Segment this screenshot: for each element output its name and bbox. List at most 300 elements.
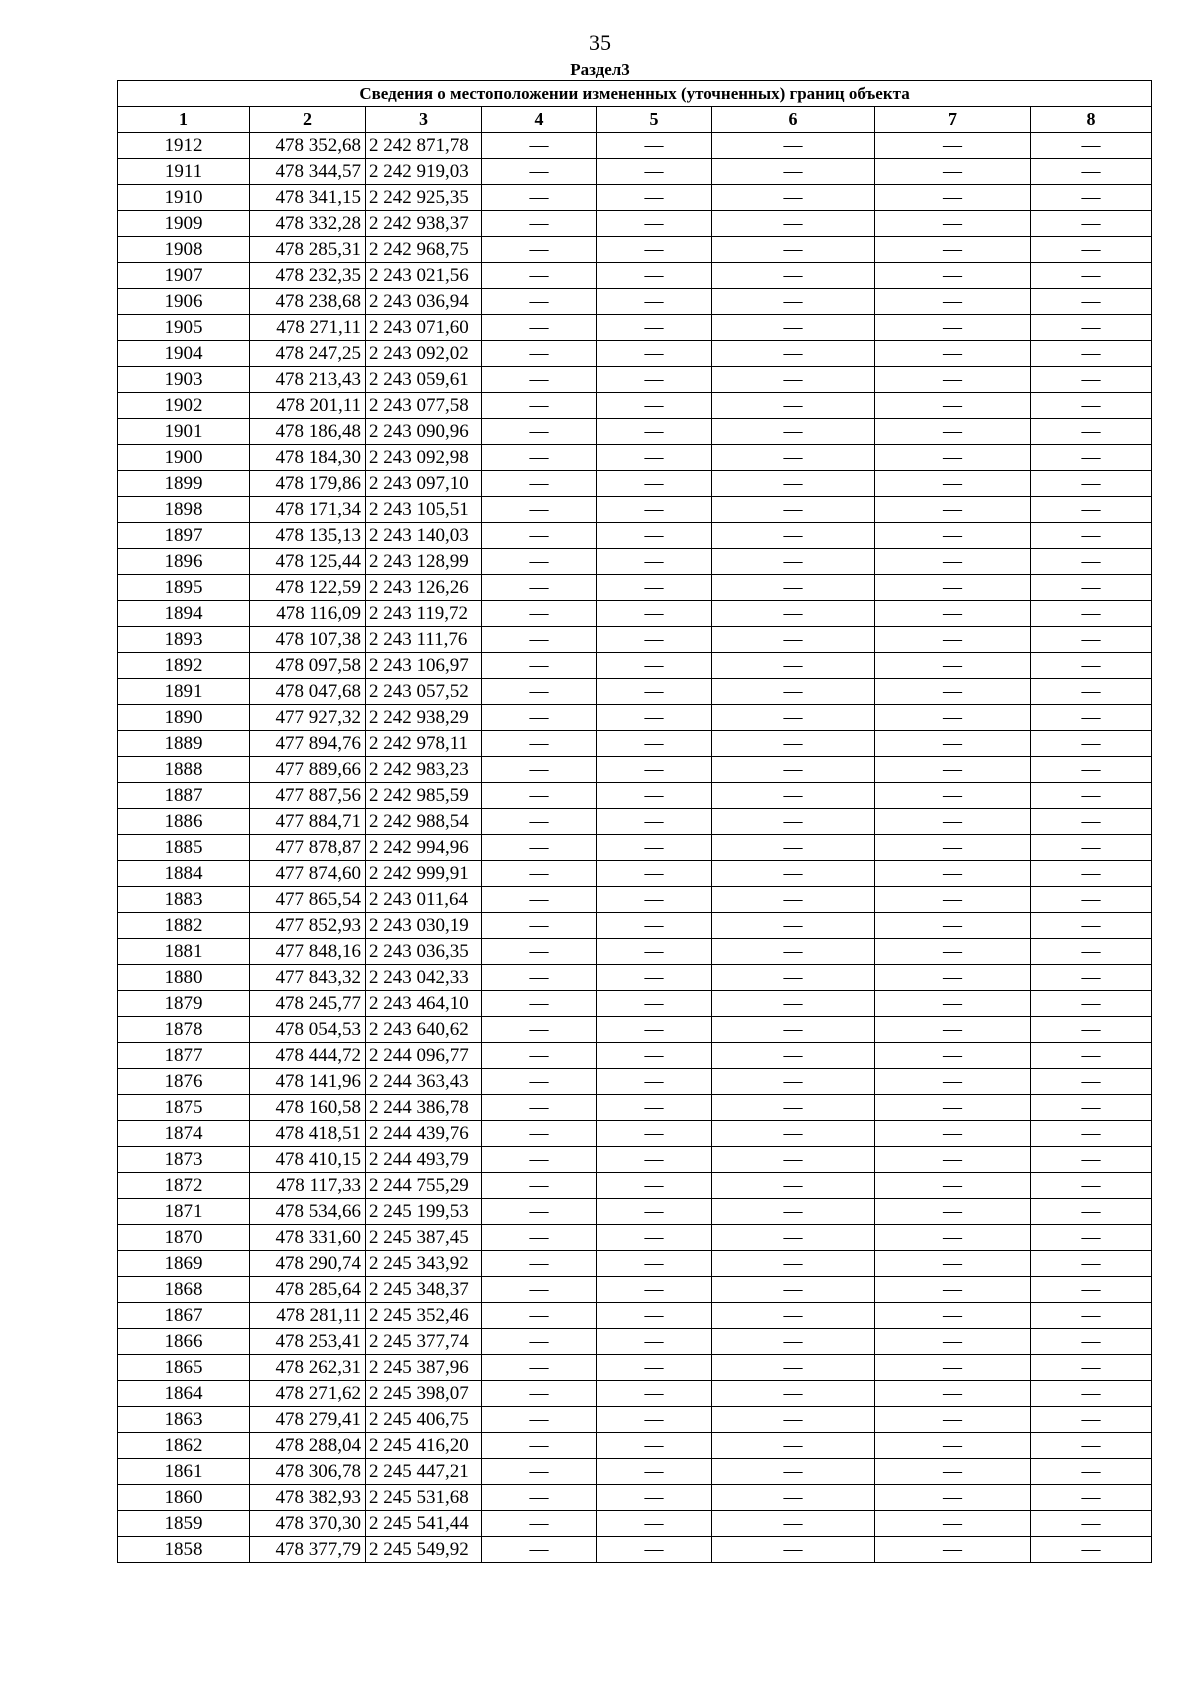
column-5-cell: — — [597, 1251, 712, 1277]
column-4-cell: — — [482, 809, 597, 835]
column-8-cell: — — [1031, 1251, 1152, 1277]
table-row — [118, 679, 1152, 705]
column-4-cell: — — [482, 159, 597, 185]
x-coordinate-cell: 478 245,77 — [250, 991, 366, 1017]
point-number-cell: 1867 — [118, 1303, 250, 1329]
table-row — [118, 1355, 1152, 1381]
x-coordinate-cell: 478 332,28 — [250, 211, 366, 237]
column-5-cell: — — [597, 887, 712, 913]
point-number-cell: 1891 — [118, 679, 250, 705]
column-header: 1 — [118, 107, 250, 133]
x-coordinate-cell: 478 201,11 — [250, 393, 366, 419]
column-6-cell: — — [712, 237, 875, 263]
table-row — [118, 991, 1152, 1017]
point-number-cell: 1905 — [118, 315, 250, 341]
column-8-cell: — — [1031, 1355, 1152, 1381]
table-row — [118, 211, 1152, 237]
column-header: 6 — [712, 107, 875, 133]
column-6-cell: — — [712, 159, 875, 185]
table-row — [118, 1329, 1152, 1355]
column-8-cell: — — [1031, 185, 1152, 211]
point-number-cell: 1898 — [118, 497, 250, 523]
column-7-cell: — — [875, 159, 1031, 185]
column-7-cell: — — [875, 913, 1031, 939]
column-5-cell: — — [597, 1277, 712, 1303]
column-7-cell: — — [875, 185, 1031, 211]
column-4-cell: — — [482, 1121, 597, 1147]
table-row — [118, 705, 1152, 731]
column-6-cell: — — [712, 783, 875, 809]
column-4-cell: — — [482, 861, 597, 887]
table-row — [118, 1043, 1152, 1069]
point-number-cell: 1896 — [118, 549, 250, 575]
column-6-cell: — — [712, 601, 875, 627]
column-4-cell: — — [482, 549, 597, 575]
column-5-cell: — — [597, 1511, 712, 1537]
point-number-cell: 1881 — [118, 939, 250, 965]
y-coordinate-cell: 2 243 105,51 — [366, 497, 482, 523]
x-coordinate-cell: 478 281,11 — [250, 1303, 366, 1329]
column-8-cell: — — [1031, 523, 1152, 549]
column-5-cell: — — [597, 627, 712, 653]
y-coordinate-cell: 2 243 106,97 — [366, 653, 482, 679]
column-8-cell: — — [1031, 1381, 1152, 1407]
column-4-cell: — — [482, 965, 597, 991]
column-8-cell: — — [1031, 835, 1152, 861]
table-row — [118, 731, 1152, 757]
x-coordinate-cell: 477 927,32 — [250, 705, 366, 731]
table-row — [118, 549, 1152, 575]
column-6-cell: — — [712, 861, 875, 887]
y-coordinate-cell: 2 242 968,75 — [366, 237, 482, 263]
point-number-cell: 1906 — [118, 289, 250, 315]
point-number-cell: 1864 — [118, 1381, 250, 1407]
table-row — [118, 1511, 1152, 1537]
column-5-cell: — — [597, 679, 712, 705]
table-row — [118, 1433, 1152, 1459]
column-6-cell: — — [712, 185, 875, 211]
column-7-cell: — — [875, 627, 1031, 653]
column-8-cell: — — [1031, 1485, 1152, 1511]
column-7-cell: — — [875, 393, 1031, 419]
table-row — [118, 315, 1152, 341]
column-7-cell: — — [875, 1225, 1031, 1251]
column-6-cell: — — [712, 289, 875, 315]
column-6-cell: — — [712, 1355, 875, 1381]
x-coordinate-cell: 478 247,25 — [250, 341, 366, 367]
point-number-cell: 1880 — [118, 965, 250, 991]
table-row — [118, 1485, 1152, 1511]
column-6-cell: — — [712, 367, 875, 393]
column-6-cell: — — [712, 1147, 875, 1173]
column-8-cell: — — [1031, 1277, 1152, 1303]
x-coordinate-cell: 478 184,30 — [250, 445, 366, 471]
column-7-cell: — — [875, 211, 1031, 237]
column-6-cell: — — [712, 1225, 875, 1251]
x-coordinate-cell: 478 160,58 — [250, 1095, 366, 1121]
column-6-cell: — — [712, 1043, 875, 1069]
table-row — [118, 783, 1152, 809]
y-coordinate-cell: 2 243 036,35 — [366, 939, 482, 965]
y-coordinate-cell: 2 244 493,79 — [366, 1147, 482, 1173]
x-coordinate-cell: 478 288,04 — [250, 1433, 366, 1459]
column-4-cell: — — [482, 1199, 597, 1225]
column-6-cell: — — [712, 965, 875, 991]
point-number-cell: 1865 — [118, 1355, 250, 1381]
column-6-cell: — — [712, 835, 875, 861]
column-7-cell: — — [875, 471, 1031, 497]
column-4-cell: — — [482, 1355, 597, 1381]
column-7-cell: — — [875, 549, 1031, 575]
column-5-cell: — — [597, 1199, 712, 1225]
column-4-cell: — — [482, 731, 597, 757]
column-header: 2 — [250, 107, 366, 133]
column-4-cell: — — [482, 419, 597, 445]
column-8-cell: — — [1031, 627, 1152, 653]
point-number-cell: 1859 — [118, 1511, 250, 1537]
table-row — [118, 497, 1152, 523]
y-coordinate-cell: 2 242 925,35 — [366, 185, 482, 211]
column-7-cell: — — [875, 1407, 1031, 1433]
table-row — [118, 1069, 1152, 1095]
column-8-cell: — — [1031, 575, 1152, 601]
column-6-cell: — — [712, 1303, 875, 1329]
y-coordinate-cell: 2 243 057,52 — [366, 679, 482, 705]
table-row — [118, 1459, 1152, 1485]
column-8-cell: — — [1031, 549, 1152, 575]
table-row — [118, 835, 1152, 861]
column-4-cell: — — [482, 1433, 597, 1459]
y-coordinate-cell: 2 245 352,46 — [366, 1303, 482, 1329]
column-4-cell: — — [482, 1303, 597, 1329]
table-row — [118, 913, 1152, 939]
column-6-cell: — — [712, 1017, 875, 1043]
table-row — [118, 653, 1152, 679]
column-8-cell: — — [1031, 263, 1152, 289]
column-7-cell: — — [875, 965, 1031, 991]
table-row — [118, 601, 1152, 627]
column-5-cell: — — [597, 1225, 712, 1251]
page-number: 35 — [589, 30, 611, 55]
table-row — [118, 1251, 1152, 1277]
column-7-cell: — — [875, 419, 1031, 445]
column-6-cell: — — [712, 1199, 875, 1225]
column-5-cell: — — [597, 523, 712, 549]
table-row — [118, 1407, 1152, 1433]
column-5-cell: — — [597, 237, 712, 263]
column-5-cell: — — [597, 965, 712, 991]
y-coordinate-cell: 2 245 549,92 — [366, 1537, 482, 1563]
point-number-cell: 1872 — [118, 1173, 250, 1199]
table-row — [118, 1147, 1152, 1173]
y-coordinate-cell: 2 243 030,19 — [366, 913, 482, 939]
column-5-cell: — — [597, 1329, 712, 1355]
column-5-cell: — — [597, 1173, 712, 1199]
y-coordinate-cell: 2 245 398,07 — [366, 1381, 482, 1407]
y-coordinate-cell: 2 242 978,11 — [366, 731, 482, 757]
column-7-cell: — — [875, 653, 1031, 679]
column-6-cell: — — [712, 497, 875, 523]
y-coordinate-cell: 2 243 059,61 — [366, 367, 482, 393]
point-number-cell: 1902 — [118, 393, 250, 419]
column-5-cell: — — [597, 1355, 712, 1381]
column-4-cell: — — [482, 185, 597, 211]
column-5-cell: — — [597, 1407, 712, 1433]
column-7-cell: — — [875, 445, 1031, 471]
column-7-cell: — — [875, 731, 1031, 757]
table-row — [118, 185, 1152, 211]
column-6-cell: — — [712, 1459, 875, 1485]
column-7-cell: — — [875, 861, 1031, 887]
y-coordinate-cell: 2 245 377,74 — [366, 1329, 482, 1355]
column-5-cell: — — [597, 1303, 712, 1329]
column-5-cell: — — [597, 419, 712, 445]
y-coordinate-cell: 2 242 994,96 — [366, 835, 482, 861]
column-4-cell: — — [482, 497, 597, 523]
column-6-cell: — — [712, 445, 875, 471]
column-4-cell: — — [482, 627, 597, 653]
column-6-cell: — — [712, 211, 875, 237]
y-coordinate-cell: 2 243 097,10 — [366, 471, 482, 497]
table-row — [118, 419, 1152, 445]
column-4-cell: — — [482, 705, 597, 731]
table-row — [118, 1277, 1152, 1303]
table-row — [118, 263, 1152, 289]
point-number-cell: 1877 — [118, 1043, 250, 1069]
column-7-cell: — — [875, 1459, 1031, 1485]
column-6-cell: — — [712, 991, 875, 1017]
column-7-cell: — — [875, 1147, 1031, 1173]
x-coordinate-cell: 478 271,11 — [250, 315, 366, 341]
column-4-cell: — — [482, 679, 597, 705]
y-coordinate-cell: 2 245 531,68 — [366, 1485, 482, 1511]
column-8-cell: — — [1031, 705, 1152, 731]
table-row — [118, 861, 1152, 887]
column-8-cell: — — [1031, 731, 1152, 757]
column-4-cell: — — [482, 1095, 597, 1121]
column-4-cell: — — [482, 1225, 597, 1251]
y-coordinate-cell: 2 243 464,10 — [366, 991, 482, 1017]
column-7-cell: — — [875, 1329, 1031, 1355]
point-number-cell: 1862 — [118, 1433, 250, 1459]
column-8-cell: — — [1031, 341, 1152, 367]
point-number-cell: 1885 — [118, 835, 250, 861]
point-number-cell: 1868 — [118, 1277, 250, 1303]
column-7-cell: — — [875, 1511, 1031, 1537]
y-coordinate-cell: 2 243 077,58 — [366, 393, 482, 419]
column-5-cell: — — [597, 367, 712, 393]
column-8-cell: — — [1031, 393, 1152, 419]
column-5-cell: — — [597, 991, 712, 1017]
column-4-cell: — — [482, 211, 597, 237]
column-6-cell: — — [712, 1433, 875, 1459]
point-number-cell: 1900 — [118, 445, 250, 471]
column-8-cell: — — [1031, 1459, 1152, 1485]
column-5-cell: — — [597, 315, 712, 341]
column-7-cell: — — [875, 1173, 1031, 1199]
y-coordinate-cell: 2 243 128,99 — [366, 549, 482, 575]
table-header-row — [118, 107, 1152, 133]
point-number-cell: 1907 — [118, 263, 250, 289]
column-5-cell: — — [597, 861, 712, 887]
point-number-cell: 1861 — [118, 1459, 250, 1485]
column-8-cell: — — [1031, 679, 1152, 705]
column-8-cell: — — [1031, 1095, 1152, 1121]
y-coordinate-cell: 2 242 871,78 — [366, 133, 482, 159]
column-7-cell: — — [875, 263, 1031, 289]
column-7-cell: — — [875, 1433, 1031, 1459]
point-number-cell: 1892 — [118, 653, 250, 679]
column-5-cell: — — [597, 393, 712, 419]
table-row — [118, 1095, 1152, 1121]
column-8-cell: — — [1031, 653, 1152, 679]
point-number-cell: 1903 — [118, 367, 250, 393]
column-header: 3 — [366, 107, 482, 133]
column-4-cell: — — [482, 913, 597, 939]
x-coordinate-cell: 478 232,35 — [250, 263, 366, 289]
column-7-cell: — — [875, 1355, 1031, 1381]
column-6-cell: — — [712, 523, 875, 549]
column-6-cell: — — [712, 627, 875, 653]
point-number-cell: 1876 — [118, 1069, 250, 1095]
column-7-cell: — — [875, 1095, 1031, 1121]
column-8-cell: — — [1031, 497, 1152, 523]
column-5-cell: — — [597, 471, 712, 497]
column-5-cell: — — [597, 1147, 712, 1173]
point-number-cell: 1866 — [118, 1329, 250, 1355]
y-coordinate-cell: 2 245 387,45 — [366, 1225, 482, 1251]
column-5-cell: — — [597, 1043, 712, 1069]
x-coordinate-cell: 478 382,93 — [250, 1485, 366, 1511]
table-row — [118, 965, 1152, 991]
column-4-cell: — — [482, 1277, 597, 1303]
column-7-cell: — — [875, 705, 1031, 731]
x-coordinate-cell: 477 894,76 — [250, 731, 366, 757]
column-6-cell: — — [712, 1485, 875, 1511]
column-6-cell: — — [712, 887, 875, 913]
y-coordinate-cell: 2 243 042,33 — [366, 965, 482, 991]
y-coordinate-cell: 2 245 343,92 — [366, 1251, 482, 1277]
point-number-cell: 1910 — [118, 185, 250, 211]
column-6-cell: — — [712, 1121, 875, 1147]
x-coordinate-cell: 477 887,56 — [250, 783, 366, 809]
column-7-cell: — — [875, 939, 1031, 965]
y-coordinate-cell: 2 245 348,37 — [366, 1277, 482, 1303]
column-4-cell: — — [482, 263, 597, 289]
x-coordinate-cell: 478 179,86 — [250, 471, 366, 497]
y-coordinate-cell: 2 243 071,60 — [366, 315, 482, 341]
column-6-cell: — — [712, 341, 875, 367]
point-number-cell: 1869 — [118, 1251, 250, 1277]
column-8-cell: — — [1031, 1043, 1152, 1069]
table-row — [118, 445, 1152, 471]
x-coordinate-cell: 478 125,44 — [250, 549, 366, 575]
column-7-cell: — — [875, 991, 1031, 1017]
x-coordinate-cell: 477 843,32 — [250, 965, 366, 991]
y-coordinate-cell: 2 243 111,76 — [366, 627, 482, 653]
x-coordinate-cell: 478 213,43 — [250, 367, 366, 393]
column-4-cell: — — [482, 757, 597, 783]
column-8-cell: — — [1031, 367, 1152, 393]
x-coordinate-cell: 478 238,68 — [250, 289, 366, 315]
column-7-cell: — — [875, 1303, 1031, 1329]
column-4-cell: — — [482, 601, 597, 627]
table-row — [118, 1225, 1152, 1251]
column-6-cell: — — [712, 731, 875, 757]
column-5-cell: — — [597, 497, 712, 523]
y-coordinate-cell: 2 244 096,77 — [366, 1043, 482, 1069]
column-6-cell: — — [712, 757, 875, 783]
column-6-cell: — — [712, 679, 875, 705]
point-number-cell: 1879 — [118, 991, 250, 1017]
column-8-cell: — — [1031, 1537, 1152, 1563]
table-body — [118, 133, 1152, 1563]
point-number-cell: 1897 — [118, 523, 250, 549]
table-row — [118, 1173, 1152, 1199]
column-4-cell: — — [482, 1329, 597, 1355]
point-number-cell: 1909 — [118, 211, 250, 237]
table-row — [118, 1537, 1152, 1563]
point-number-cell: 1878 — [118, 1017, 250, 1043]
x-coordinate-cell: 478 117,33 — [250, 1173, 366, 1199]
column-5-cell: — — [597, 263, 712, 289]
column-6-cell: — — [712, 705, 875, 731]
x-coordinate-cell: 478 306,78 — [250, 1459, 366, 1485]
column-5-cell: — — [597, 1433, 712, 1459]
column-6-cell: — — [712, 653, 875, 679]
table-row — [118, 341, 1152, 367]
column-5-cell: — — [597, 835, 712, 861]
column-6-cell: — — [712, 315, 875, 341]
x-coordinate-cell: 478 444,72 — [250, 1043, 366, 1069]
y-coordinate-cell: 2 243 011,64 — [366, 887, 482, 913]
column-5-cell: — — [597, 185, 712, 211]
column-7-cell: — — [875, 1381, 1031, 1407]
column-8-cell: — — [1031, 809, 1152, 835]
y-coordinate-cell: 2 244 386,78 — [366, 1095, 482, 1121]
table-row — [118, 1381, 1152, 1407]
point-number-cell: 1899 — [118, 471, 250, 497]
column-5-cell: — — [597, 1485, 712, 1511]
x-coordinate-cell: 478 141,96 — [250, 1069, 366, 1095]
x-coordinate-cell: 478 097,58 — [250, 653, 366, 679]
column-8-cell: — — [1031, 211, 1152, 237]
column-8-cell: — — [1031, 133, 1152, 159]
column-6-cell: — — [712, 419, 875, 445]
column-6-cell: — — [712, 1173, 875, 1199]
point-number-cell: 1904 — [118, 341, 250, 367]
column-5-cell: — — [597, 757, 712, 783]
table-caption-row — [118, 81, 1152, 107]
column-8-cell: — — [1031, 939, 1152, 965]
column-8-cell: — — [1031, 1303, 1152, 1329]
x-coordinate-cell: 478 341,15 — [250, 185, 366, 211]
column-8-cell: — — [1031, 1433, 1152, 1459]
column-5-cell: — — [597, 1017, 712, 1043]
column-5-cell: — — [597, 133, 712, 159]
column-8-cell: — — [1031, 1017, 1152, 1043]
table-row — [118, 887, 1152, 913]
y-coordinate-cell: 2 244 755,29 — [366, 1173, 482, 1199]
y-coordinate-cell: 2 242 919,03 — [366, 159, 482, 185]
table-row — [118, 1303, 1152, 1329]
column-8-cell: — — [1031, 887, 1152, 913]
column-4-cell: — — [482, 237, 597, 263]
point-number-cell: 1883 — [118, 887, 250, 913]
y-coordinate-cell: 2 245 199,53 — [366, 1199, 482, 1225]
column-8-cell: — — [1031, 1511, 1152, 1537]
x-coordinate-cell: 478 054,53 — [250, 1017, 366, 1043]
